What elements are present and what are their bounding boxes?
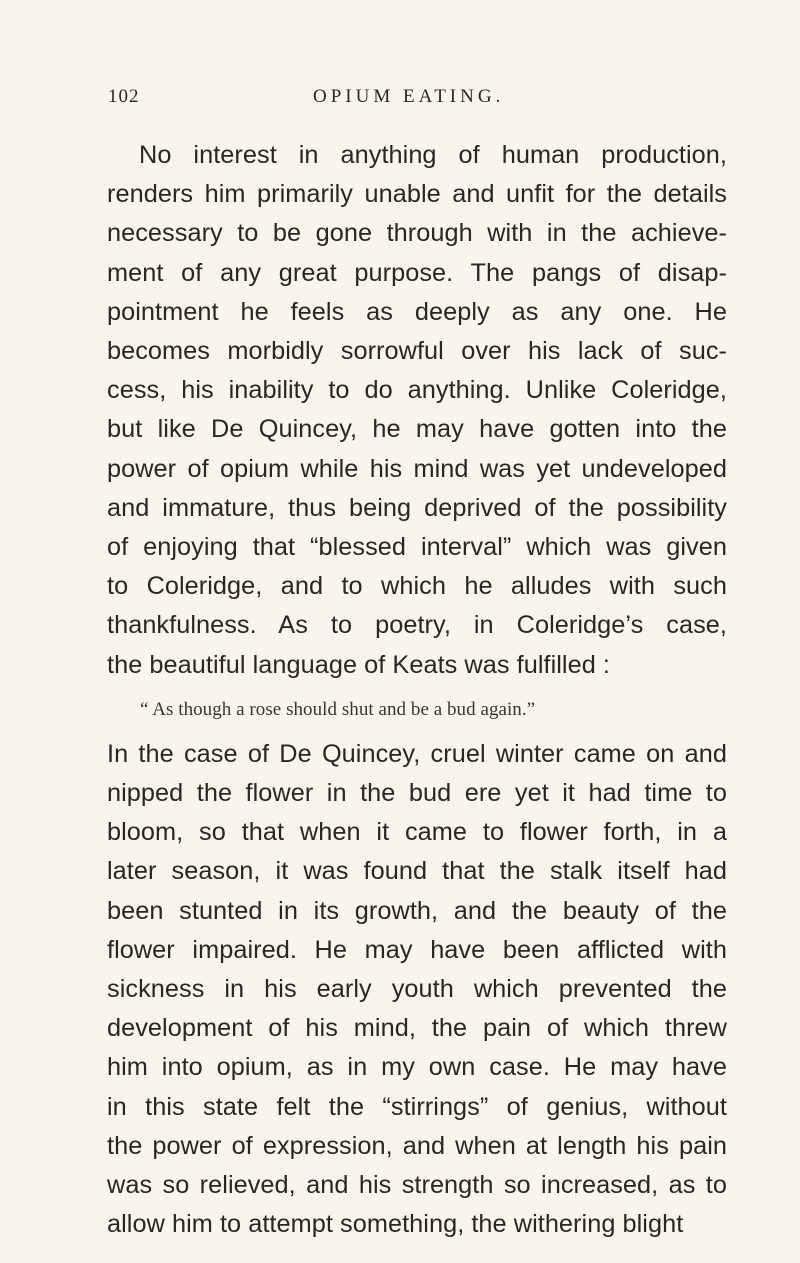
text-line: him into opium, as in my own case. He may have [107, 1053, 727, 1082]
text-line: In the case of De Quincey, cruel winter came on and [107, 739, 727, 768]
text-line: been stunted in its growth, and the beauty of the [107, 896, 727, 925]
text-line: allow him to attempt something, the withering blight [107, 1210, 684, 1239]
text-line: in this state felt the “stirrings” of genius, without [107, 1092, 727, 1121]
text-line: later season, it was found that the stalk itself had [107, 857, 727, 886]
text-line: thankfulness. As to poetry, in Coleridge’s case, [107, 611, 727, 640]
page-header [108, 86, 708, 112]
page-number: 102 [108, 86, 140, 107]
block-quotation: “ As though a rose should shut and be a bud again.” [140, 698, 536, 720]
text-line: to Coleridge, and to which he alludes with such [107, 572, 727, 601]
text-line: development of his mind, the pain of which threw [107, 1014, 727, 1043]
text-line: becomes morbidly sorrowful over his lack of suc- [107, 337, 727, 366]
text-line: was so relieved, and his strength so increased, as to [107, 1171, 727, 1200]
text-line: and immature, thus being deprived of the possibility [107, 493, 727, 522]
text-line: power of opium while his mind was yet undeveloped [107, 454, 727, 483]
text-line: No interest in anything of human production, [139, 141, 727, 169]
text-line: the power of expression, and when at length his pain [107, 1131, 727, 1160]
text-line: ment of any great purpose. The pangs of disap- [107, 258, 727, 287]
text-line: necessary to be gone through with in the achieve- [107, 219, 727, 248]
text-line: pointment he feels as deeply as any one. He [107, 297, 727, 326]
text-line: of enjoying that “blessed interval” which was given [107, 533, 727, 562]
text-line: sickness in his early youth which prevented the [107, 975, 727, 1004]
body-text [107, 136, 727, 1244]
text-line: cess, his inability to do anything. Unlike Coleridge, [107, 376, 727, 405]
text-line: the beautiful language of Keats was fulfilled : [107, 650, 611, 679]
text-line: bloom, so that when it came to flower forth, in a [107, 818, 727, 847]
text-line: nipped the flower in the bud ere yet it had time to [107, 779, 727, 808]
text-line: renders him primarily unable and unfit for the details [107, 180, 727, 209]
text-line: but like De Quincey, he may have gotten into the [107, 415, 727, 444]
text-line: flower impaired. He may have been afflicted with [107, 935, 727, 964]
running-title: OPIUM EATING. [313, 86, 505, 107]
